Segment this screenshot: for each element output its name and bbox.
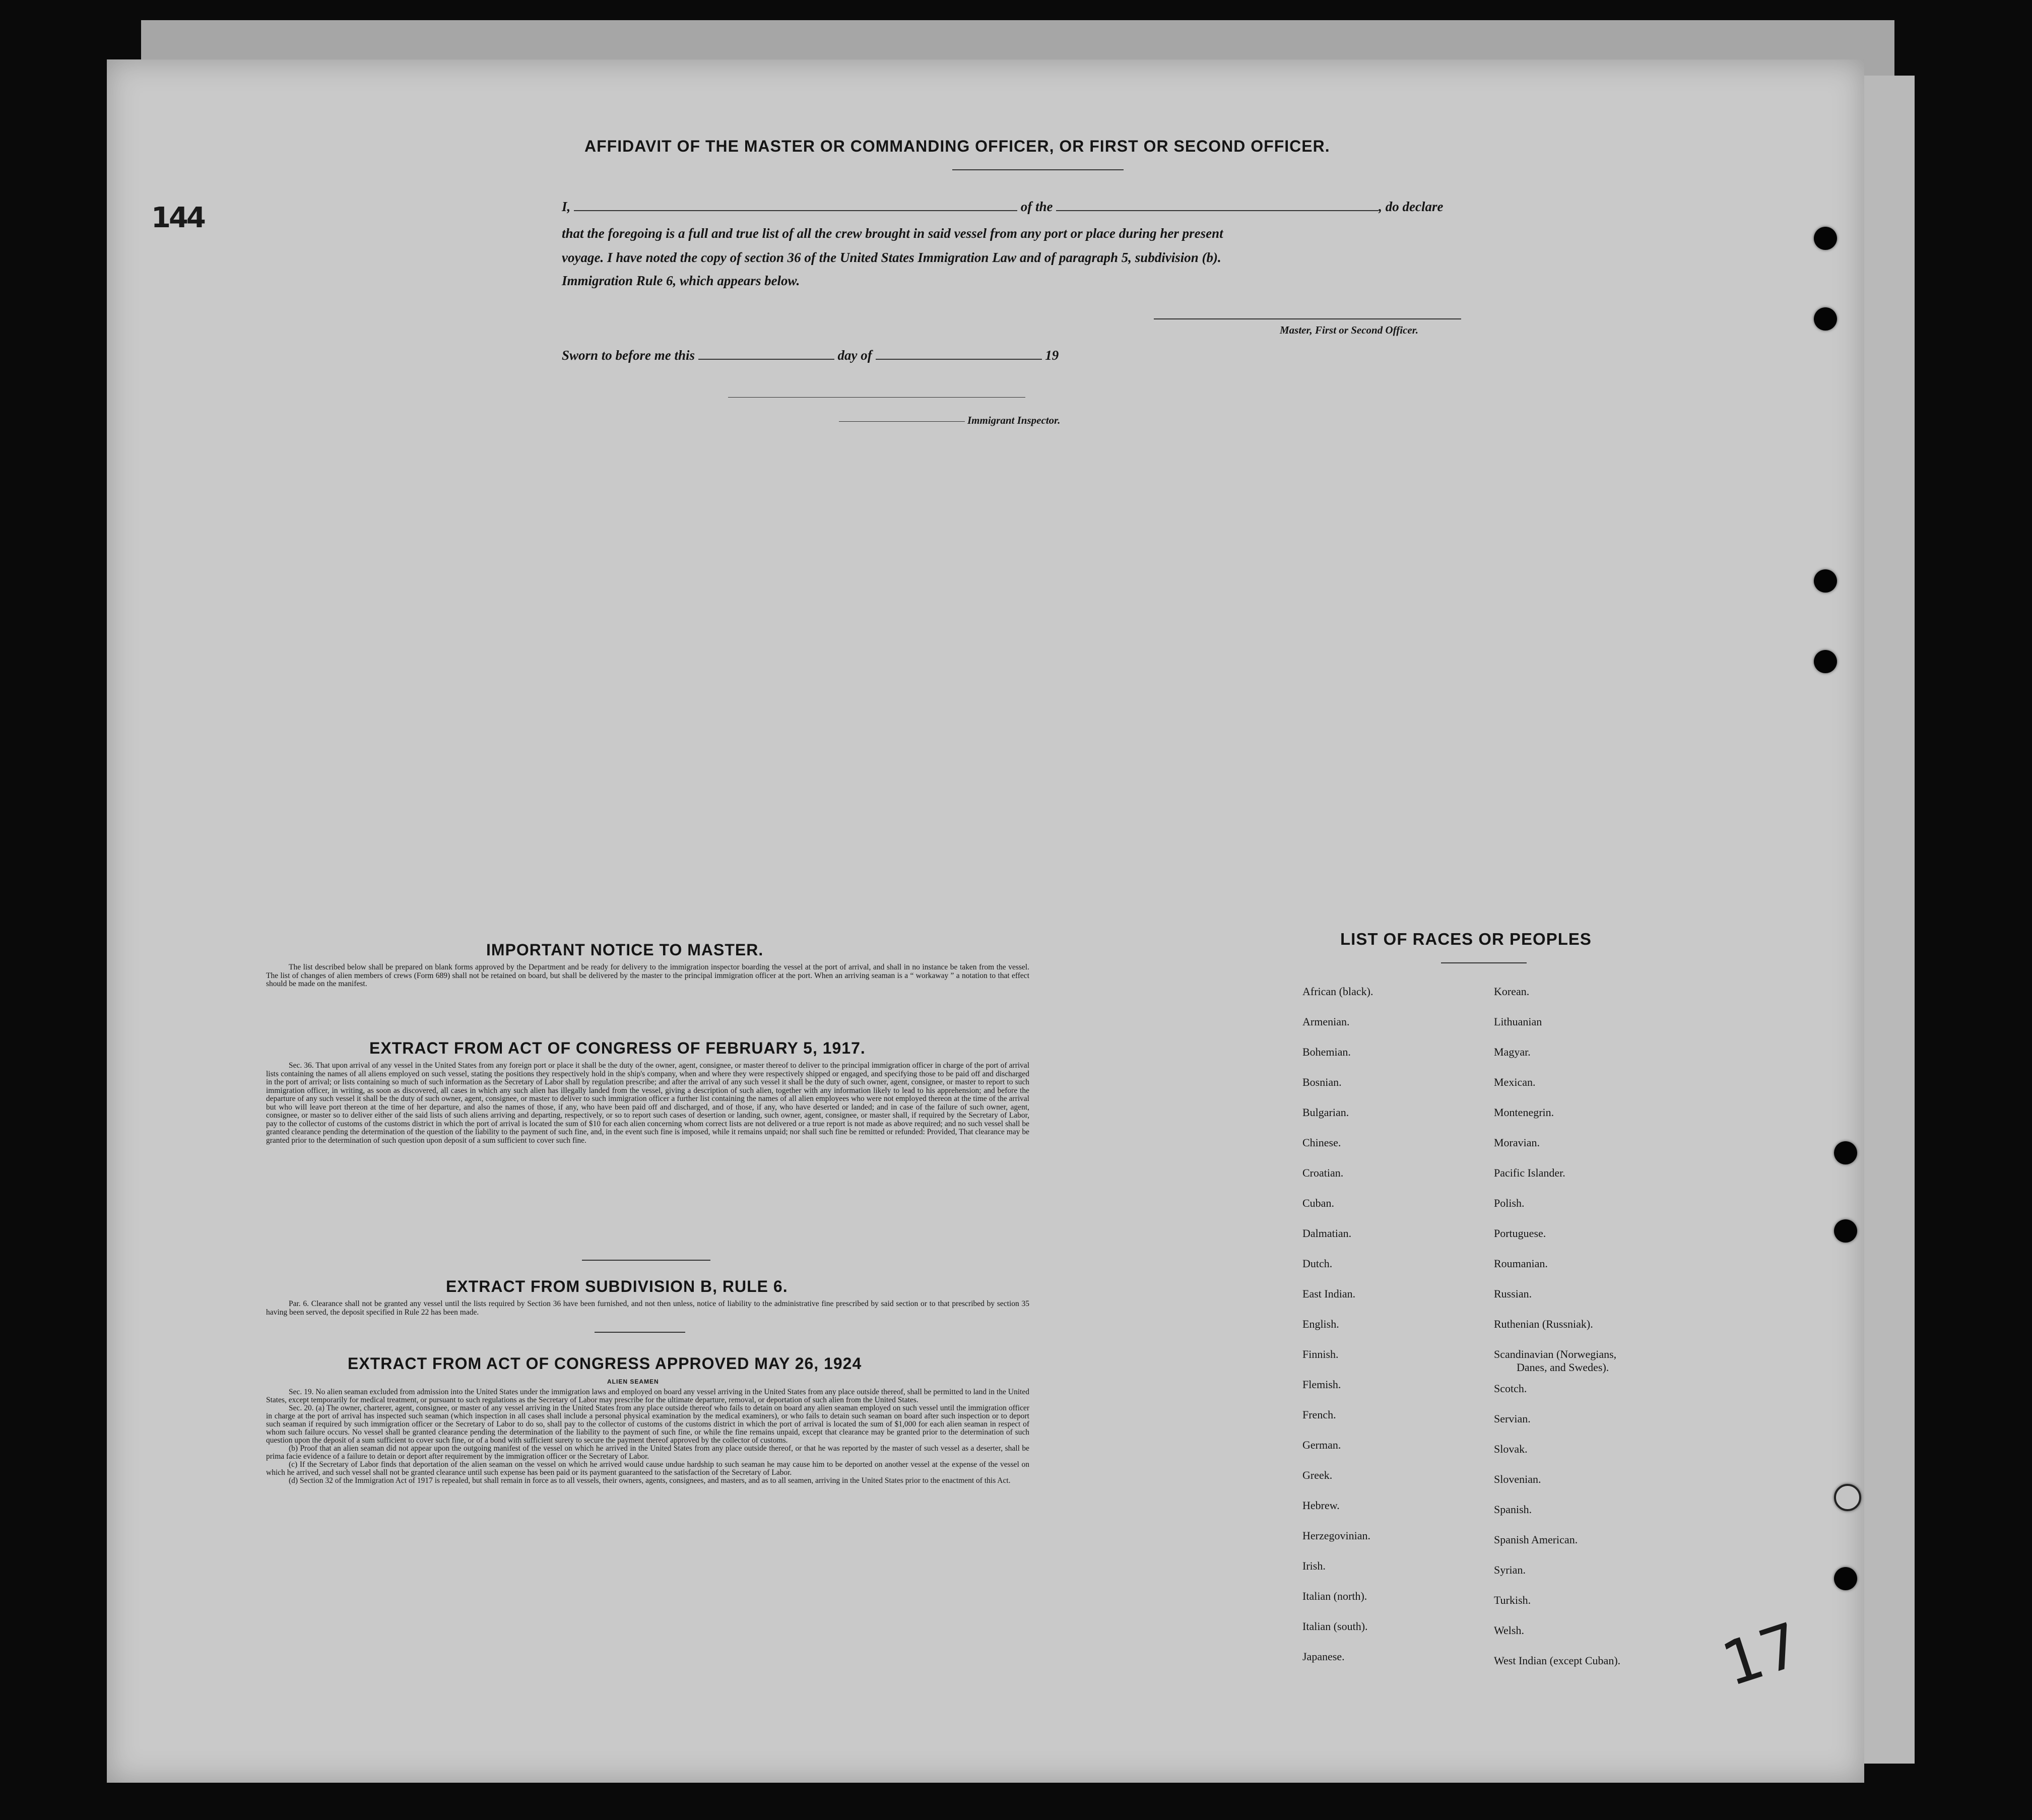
race-item: German.: [1302, 1439, 1341, 1451]
affidavit-line-3: voyage. I have noted the copy of section 36 of the United States Immigration Law and of paragraph 5, subdivision (b).: [562, 250, 1221, 265]
race-item: Flemish.: [1302, 1378, 1341, 1391]
race-item: Scandinavian (Norwegians,: [1494, 1348, 1617, 1360]
race-item: Chinese.: [1302, 1136, 1341, 1149]
race-item: Lithuanian: [1494, 1015, 1542, 1028]
affidavit-title-underline: [952, 169, 1124, 170]
race-item: Roumanian.: [1494, 1257, 1548, 1270]
extract-1917-paragraph: Sec. 36. That upon arrival of any vessel in the United States from any foreign port or place it shall be the duty of the owner, agent, consignee, or master thereof to deliver to the principal immigration officer in charge of the port of arrival lists containing the names of all aliens employed on such vessel, stating the positions they respectively hold in the ship's company, when and where they were respectively shipped or engaged, and specifying those to be paid off and discharged in the port of arrival; or lists containing so much of such information as the Secretary of Labor shall by regulation prescribe; and after the arrival of any such vessel it shall be the duty of such owner, agent, consignee, or master to report to such immigration officer, in writing, as soon as discovered, all cases in which any such alien has illegally landed from the vessel, giving a description of such alien, together with any information likely to lead to his apprehension; and before the departure of any such vessel it shall be the duty of such owner, agent, consignee, or master to deliver to such immigration officer a further list containing the names of all alien employees who were not employed thereon at the time of the arrival but who will leave port thereon at the time of her departure, and also the names of those, if any, who have been paid off and discharged, and of those, if any, who have deserted or landed; and in case of the failure of such owner, agent, consignee, or master so to deliver either of the said lists of such aliens arriving and departing, respectively, or so to report such cases of desertion or landing, such owner, agent, consignee, or master shall, if required by the Secretary of Labor, pay to the collector of customs of the customs district in which the port of arrival is located the sum of $10 for each alien concerning whom correct lists are not delivered or a true report is not made as above required; and no such vessel shall be granted clearance pending the determination of the question of the liability to the payment of such fine, and, in the event such fine is imposed, while it remains unpaid; nor shall such fine be remitted or refunded: Provided, That clearance may be granted prior to the determination of such question upon deposit of a sum sufficient to cover such fine.: [266, 1061, 1029, 1145]
race-item: Spanish.: [1494, 1503, 1532, 1516]
notice-text: [266, 963, 1029, 989]
master-name-blank[interactable]: [574, 200, 1017, 211]
race-item: Dutch.: [1302, 1257, 1333, 1270]
inspector-signature-line-1[interactable]: [728, 397, 1025, 398]
race-item: Korean.: [1494, 985, 1530, 998]
race-item: Portuguese.: [1494, 1227, 1546, 1240]
extract-1924-subtitle: ALIEN SEAMEN: [607, 1378, 659, 1385]
race-item: Welsh.: [1494, 1624, 1524, 1637]
race-item: Greek.: [1302, 1469, 1333, 1481]
binder-hole: [1814, 307, 1837, 331]
races-title: LIST OF RACES OR PEOPLES: [1340, 930, 1592, 948]
sworn-prefix: Sworn to before me this: [562, 348, 695, 363]
vessel-name-blank[interactable]: [1056, 200, 1379, 211]
race-item: Scotch.: [1494, 1382, 1527, 1395]
affidavit-declaration-line: [562, 199, 1443, 215]
race-item: East Indian.: [1302, 1287, 1356, 1300]
race-item: African (black).: [1302, 985, 1373, 998]
binder-hole: [1834, 1219, 1857, 1243]
affidavit-line-4: Immigration Rule 6, which appears below.: [562, 273, 800, 288]
binder-hole: [1834, 1141, 1857, 1164]
binder-hole: [1814, 227, 1837, 250]
section-divider: [595, 1332, 685, 1333]
race-item: Ruthenian (Russniak).: [1494, 1318, 1593, 1330]
race-item: Polish.: [1494, 1197, 1525, 1209]
race-item: Cuban.: [1302, 1197, 1334, 1209]
race-item: Moravian.: [1494, 1136, 1540, 1149]
race-item: Bulgarian.: [1302, 1106, 1349, 1119]
extract-1924-text: [266, 1388, 1029, 1485]
race-item: Mexican.: [1494, 1076, 1536, 1088]
race-item: French.: [1302, 1408, 1336, 1421]
race-item: Turkish.: [1494, 1594, 1531, 1606]
section-divider: [582, 1260, 710, 1261]
race-item: English.: [1302, 1318, 1339, 1330]
race-item: Bosnian.: [1302, 1076, 1342, 1088]
race-item: Croatian.: [1302, 1166, 1344, 1179]
affidavit-of-the-label: of the: [1020, 199, 1053, 214]
race-item: Armenian.: [1302, 1015, 1350, 1028]
binder-hole: [1814, 569, 1837, 593]
master-signature-label: Master, First or Second Officer.: [1280, 324, 1418, 336]
race-item: West Indian (except Cuban).: [1494, 1654, 1621, 1667]
extract-rule6-text: [266, 1300, 1029, 1317]
notice-title: IMPORTANT NOTICE TO MASTER.: [486, 941, 764, 959]
sworn-year: 19: [1045, 348, 1059, 363]
extract-1924-paragraph: (d) Section 32 of the Immigration Act of 1917 is repealed, but shall remain in force as to all vessels, their owners, agents, consignees, and masters, and as to all seamen, arriving in the United States prior to the enactment of this Act.: [289, 1476, 1011, 1485]
handwritten-number: 17: [1714, 1609, 1809, 1701]
affidavit-line-2: that the foregoing is a full and true list of all the crew brought in said vessel from any port or place during her present: [562, 226, 1223, 241]
race-item: Japanese.: [1302, 1650, 1345, 1663]
extract-1924-paragraph: Sec. 20. (a) The owner, charterer, agent, consignee, or master of any vessel arriving in the United States from any place outside thereof who fails to detain on board any alien seaman employed on such vessel until the immigration officer in charge at the port of arrival has inspected such seaman (which inspection in all cases shall include a personal physical examination by the medical examiners), or who fails to detain such seaman on board after such inspection or to deport such seaman if required by such immigration officer or the Secretary of Labor to do so, shall pay to the collector of customs of the customs district in which the port of arrival is located the sum of $1,000 for each alien seaman in respect of whom such failure occurs. No vessel shall be granted clearance pending the determination of the liability to the payment of such fine, or while the fine remains unpaid, except that clearance may be granted prior to the determination of such question upon the deposit of a sum sufficient to cover such fine, or of a bond with sufficient surety to secure the payment thereof approved by the collector of customs.: [266, 1404, 1029, 1445]
sworn-day-of: day of: [837, 348, 872, 363]
affidavit-do-declare-label: , do declare: [1379, 199, 1444, 214]
sworn-line: [562, 348, 1059, 363]
inspector-signature-line-2[interactable]: [839, 421, 965, 422]
binder-hole: [1814, 650, 1837, 673]
race-item: Slovenian.: [1494, 1473, 1541, 1485]
extract-1917-title: EXTRACT FROM ACT OF CONGRESS OF FEBRUARY 5, 1917.: [369, 1039, 866, 1057]
extract-1924-paragraph: (c) If the Secretary of Labor finds that deportation of the alien seaman on the vessel on which he arrived would cause undue hardship to such seaman he may cause him to be deported on another vessel at the expense of the vessel on which he arrived, and such vessel shall not be granted clearance until such expense has been paid or its payment guaranteed to the satisfaction of the Secretary of Labor.: [266, 1460, 1029, 1477]
document-page: [107, 59, 1864, 1783]
race-item: Herzegovinian.: [1302, 1529, 1370, 1542]
affidavit-i-label: I,: [562, 199, 571, 214]
race-item: Russian.: [1494, 1287, 1532, 1300]
race-item: Bohemian.: [1302, 1046, 1351, 1058]
extract-1917-text: [266, 1062, 1029, 1145]
race-item: Syrian.: [1494, 1564, 1526, 1576]
race-item: Magyar.: [1494, 1046, 1531, 1058]
inspector-label: Immigrant Inspector.: [967, 414, 1061, 426]
extract-1924-paragraph: (b) Proof that an alien seaman did not appear upon the outgoing manifest of the vessel on which he arrived in the United States from any place outside thereof, or that he was reported by the master of such vessel as a deserter, shall be prima facie evidence of a failure to detain or deport after requirement by the immigration officer or the Secretary of Labor.: [266, 1444, 1029, 1461]
notice-paragraph: The list described below shall be prepared on blank forms approved by the Department and be ready for delivery to the immigration inspector boarding the vessel at the port of arrival, and shall in no instance be taken from the vessel. The list of changes of alien members of crews (Form 689) shall not be retained on board, but shall be delivered by the master to the principal immigration officer at the port. When an arriving seaman is a “ workaway ” a notation to that effect should be made on the manifest.: [266, 963, 1029, 988]
race-item: Irish.: [1302, 1559, 1326, 1572]
binder-hole: [1834, 1484, 1861, 1511]
extract-1924-title: EXTRACT FROM ACT OF CONGRESS APPROVED MAY 26, 1924: [348, 1354, 862, 1373]
race-item: Pacific Islander.: [1494, 1166, 1565, 1179]
extract-1924-paragraph: Sec. 19. No alien seaman excluded from admission into the United States under the immigration laws and employed on board any vessel arriving in the United States from any place outside thereof, shall be permitted to land in the United States, except temporarily for medical treatment, or pursuant to such regulations as the Secretary of Labor may prescribe for the ultimate departure, removal, or deportation of such alien from the United States.: [266, 1388, 1029, 1404]
handwritten-page-number: 144: [151, 202, 204, 234]
race-item: Finnish.: [1302, 1348, 1339, 1360]
race-item: Danes, and Swedes).: [1517, 1361, 1609, 1374]
race-item: Dalmatian.: [1302, 1227, 1352, 1240]
race-item: Italian (north).: [1302, 1590, 1367, 1602]
race-item: Slovak.: [1494, 1443, 1528, 1455]
race-item: Spanish American.: [1494, 1533, 1578, 1546]
binder-hole: [1834, 1567, 1857, 1590]
race-item: Montenegrin.: [1494, 1106, 1554, 1119]
race-item: Italian (south).: [1302, 1620, 1368, 1633]
race-item: Servian.: [1494, 1412, 1531, 1425]
extract-rule6-title: EXTRACT FROM SUBDIVISION B, RULE 6.: [446, 1277, 788, 1295]
master-signature-line[interactable]: [1154, 318, 1461, 319]
races-title-underline: [1441, 962, 1527, 963]
sworn-day-blank[interactable]: [698, 349, 834, 360]
affidavit-title: AFFIDAVIT OF THE MASTER OR COMMANDING OFFICER, OR FIRST OR SECOND OFFICER.: [584, 137, 1330, 155]
extract-rule6-paragraph: Par. 6. Clearance shall not be granted any vessel until the lists required by Section 36 have been furnished, and not then unless, notice of liability to the administrative fine prescribed by said section or to that prescribed by section 35 having been served, the deposit specified in Rule 22 has been made.: [266, 1299, 1029, 1317]
race-item: Hebrew.: [1302, 1499, 1340, 1512]
sworn-month-blank[interactable]: [876, 349, 1042, 360]
